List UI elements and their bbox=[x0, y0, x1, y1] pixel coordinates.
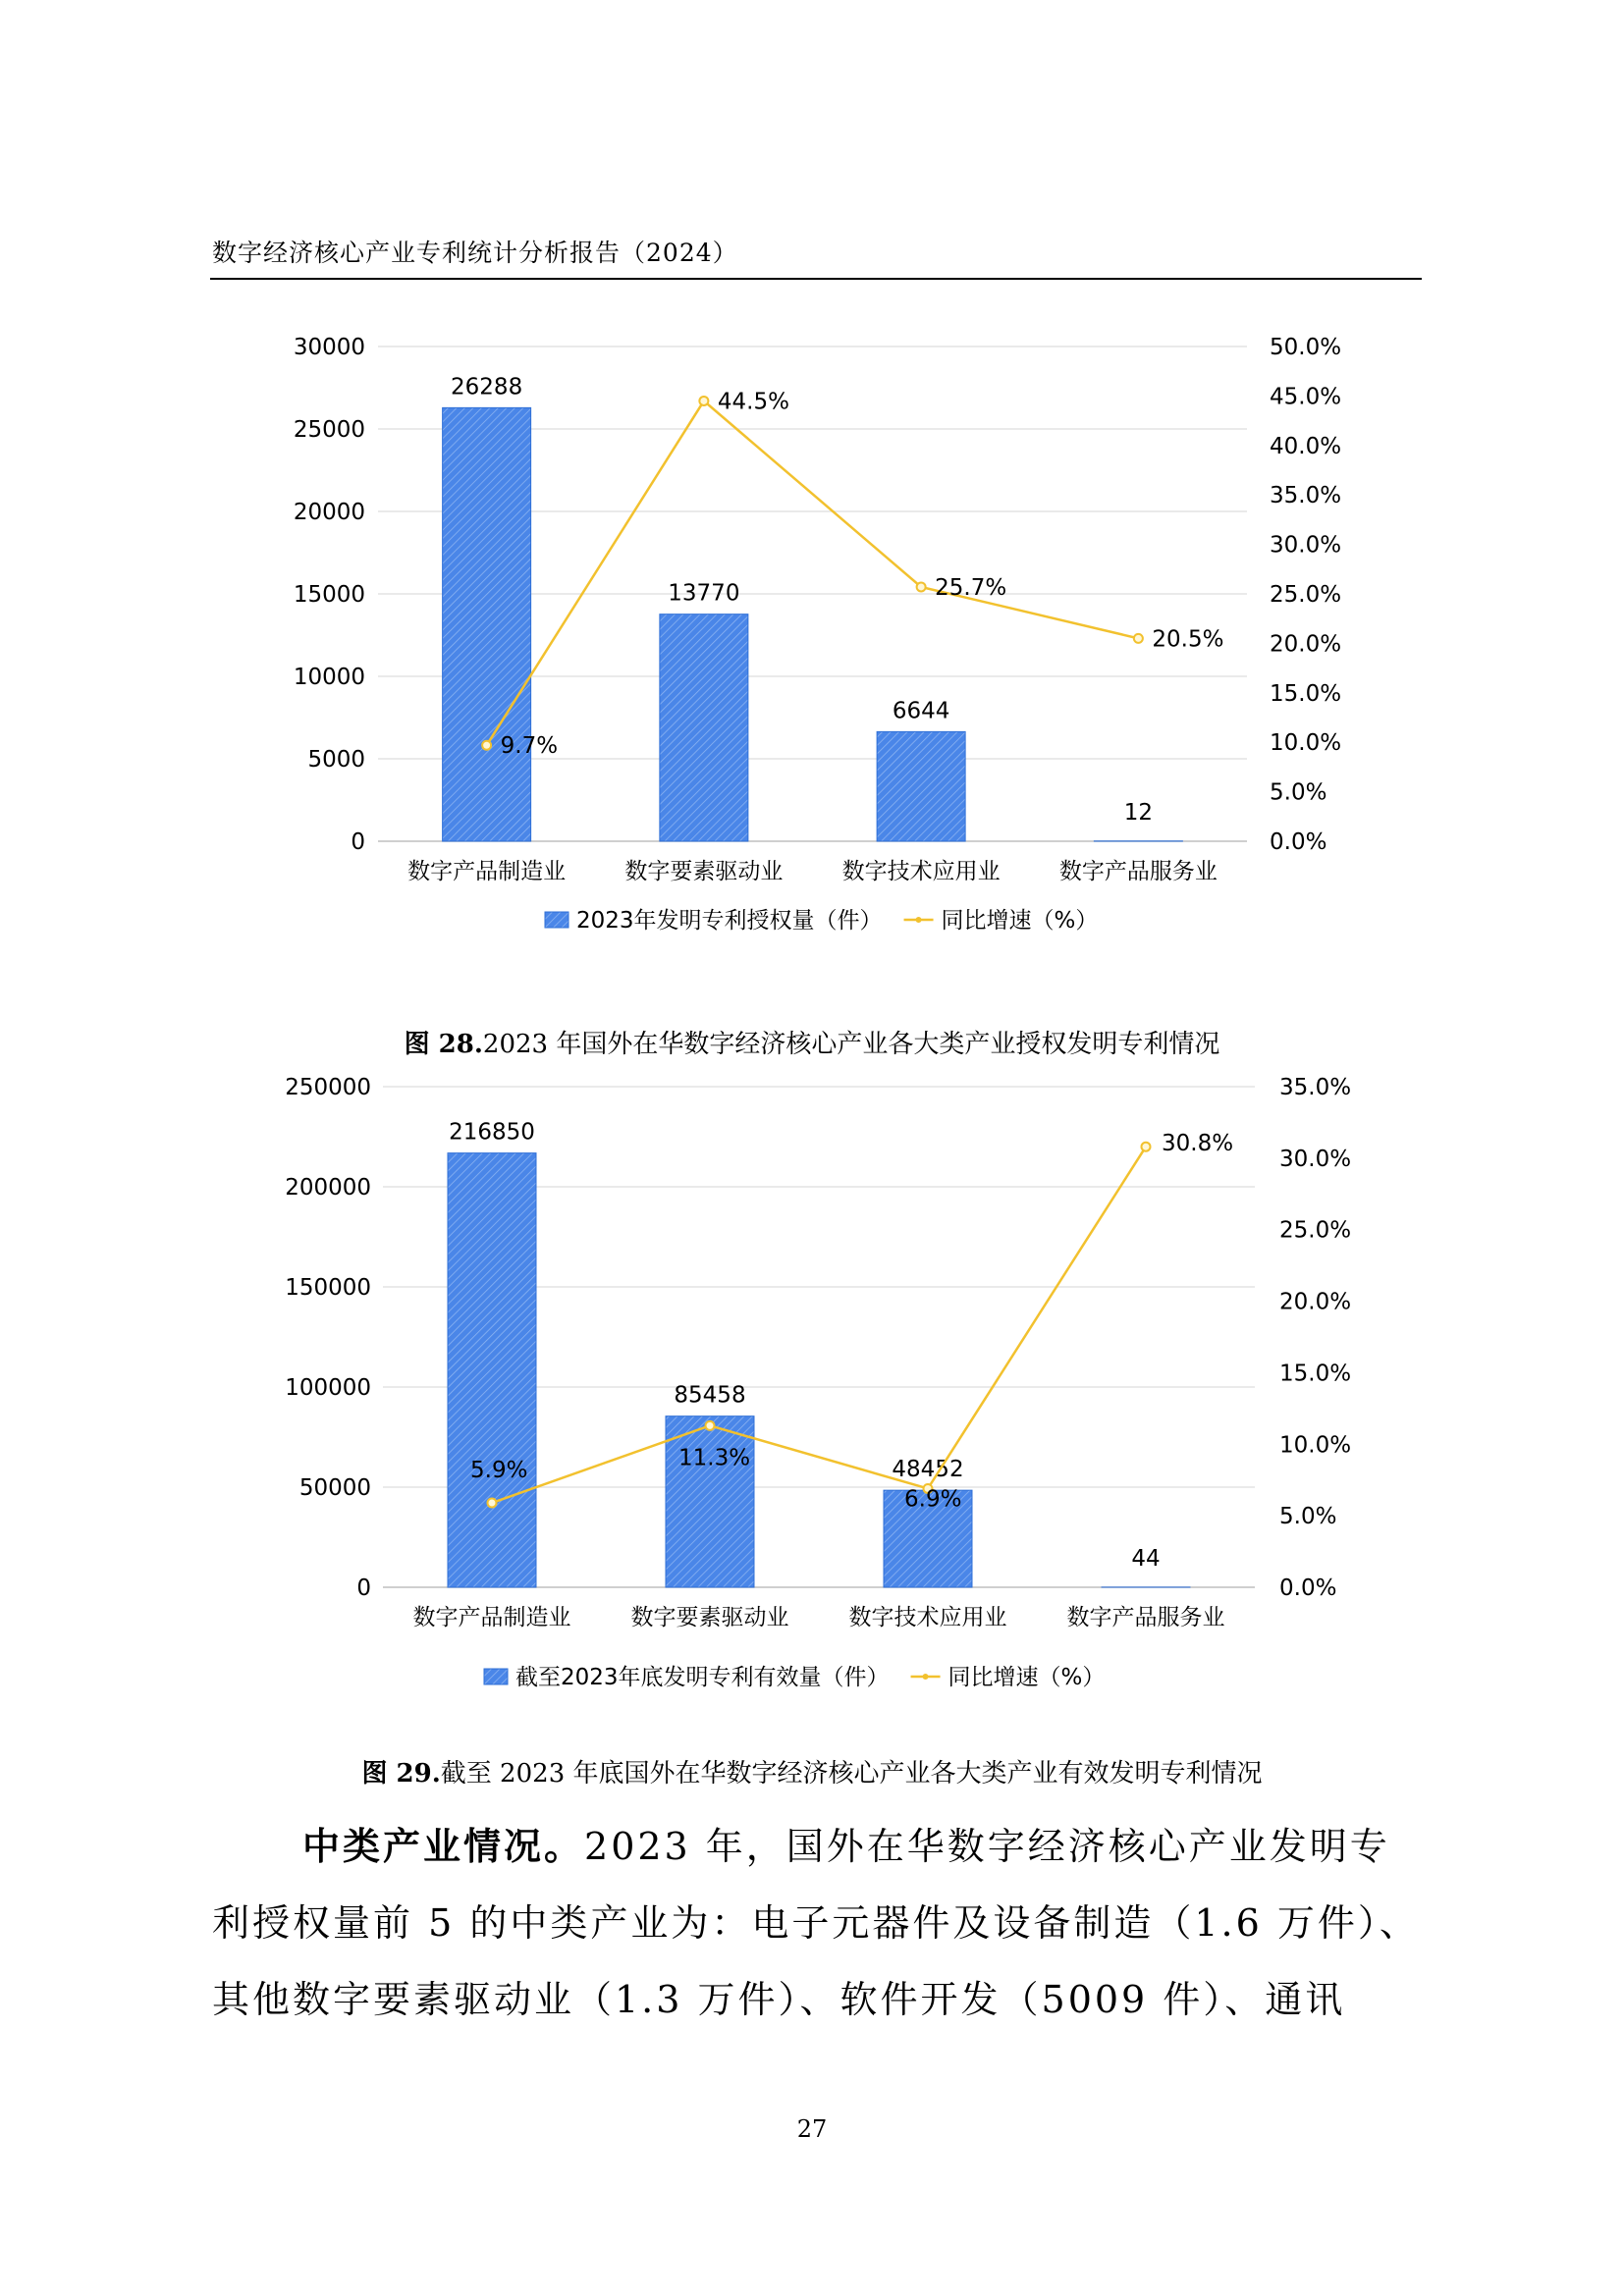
line-data-label: 25.7% bbox=[935, 574, 1007, 601]
line-data-label: 11.3% bbox=[678, 1445, 751, 1471]
legend-line-label: 同比增速（%） bbox=[941, 908, 1099, 934]
bar bbox=[877, 731, 965, 841]
body-paragraph bbox=[212, 1808, 1430, 2038]
legend-bar-swatch bbox=[545, 912, 568, 928]
right-axis-tick-label: 10.0% bbox=[1270, 730, 1342, 757]
right-axis-tick-label: 45.0% bbox=[1270, 384, 1342, 410]
line-point bbox=[917, 582, 926, 591]
line-point bbox=[699, 397, 708, 405]
line-point bbox=[1134, 634, 1143, 643]
line-data-label: 30.8% bbox=[1162, 1131, 1234, 1157]
legend-bar-label: 截至2023年底发明专利有效量（件） bbox=[515, 1665, 890, 1690]
category-label: 数字技术应用业 bbox=[848, 1605, 1007, 1630]
category-label: 数字产品服务业 bbox=[1066, 1605, 1225, 1630]
figure-caption-28 bbox=[0, 1024, 1624, 1060]
figure-caption-29 bbox=[0, 1753, 1624, 1789]
bar-data-label: 13770 bbox=[668, 580, 740, 607]
line-data-label: 6.9% bbox=[904, 1486, 962, 1513]
paragraph-line-3: 其他数字要素驱动业（1.3 万件）、软件开发（5009 件）、通讯 bbox=[212, 1978, 1346, 2021]
right-axis-tick-label: 10.0% bbox=[1279, 1432, 1352, 1459]
figure-caption-29-text: 截至 2023 年底国外在华数字经济核心产业各大类产业有效发明专利情况 bbox=[440, 1759, 1263, 1789]
legend-line-marker bbox=[916, 917, 922, 923]
bar-data-label: 85458 bbox=[674, 1382, 746, 1409]
right-axis-tick-label: 35.0% bbox=[1270, 483, 1342, 509]
line-data-label: 20.5% bbox=[1152, 626, 1224, 653]
chart-granted-patents bbox=[0, 314, 1624, 962]
right-axis-tick-label: 0.0% bbox=[1270, 829, 1327, 855]
figure-caption-29-number: 图 29. bbox=[361, 1759, 441, 1789]
right-axis-tick-label: 15.0% bbox=[1270, 680, 1342, 707]
bar-data-label: 216850 bbox=[449, 1119, 535, 1146]
bar-data-label: 48452 bbox=[892, 1457, 964, 1483]
right-axis-tick-label: 15.0% bbox=[1279, 1361, 1352, 1387]
left-axis-tick-label: 50000 bbox=[298, 1475, 371, 1501]
paragraph-line-2: 利授权量前 5 的中类产业为：电子元器件及设备制造（1.6 万件）、 bbox=[212, 1901, 1420, 1945]
bar bbox=[448, 1153, 536, 1587]
category-label: 数字产品制造业 bbox=[412, 1605, 571, 1630]
category-label: 数字要素驱动业 bbox=[624, 859, 784, 884]
right-axis-tick-label: 20.0% bbox=[1279, 1289, 1352, 1315]
right-axis-tick-label: 5.0% bbox=[1270, 779, 1327, 806]
chart-valid-patents bbox=[0, 1060, 1624, 1708]
bar bbox=[660, 614, 748, 841]
right-axis-tick-label: 5.0% bbox=[1279, 1504, 1337, 1530]
series-line bbox=[487, 400, 1139, 745]
bar-data-label: 12 bbox=[1123, 800, 1154, 826]
bar bbox=[443, 407, 531, 841]
bar-data-label: 26288 bbox=[451, 374, 523, 400]
category-label: 数字技术应用业 bbox=[841, 859, 1001, 884]
left-axis-tick-label: 100000 bbox=[285, 1375, 371, 1401]
right-axis-tick-label: 50.0% bbox=[1270, 335, 1342, 360]
series-line bbox=[492, 1147, 1146, 1503]
left-axis-tick-label: 0 bbox=[356, 1575, 371, 1601]
bar-data-label: 6644 bbox=[892, 698, 950, 724]
legend-bar-label: 2023年发明专利授权量（件） bbox=[576, 908, 883, 934]
right-axis-tick-label: 30.0% bbox=[1279, 1146, 1352, 1172]
category-label: 数字产品制造业 bbox=[407, 859, 567, 884]
line-point bbox=[488, 1499, 497, 1508]
right-axis-tick-label: 35.0% bbox=[1279, 1075, 1352, 1100]
left-axis-tick-label: 5000 bbox=[307, 747, 365, 773]
paragraph-line-1-text: 2023 年，国外在华数字经济核心产业发明专 bbox=[584, 1825, 1390, 1868]
legend bbox=[545, 908, 1098, 934]
page-number: 27 bbox=[796, 2115, 828, 2143]
figure-caption-28-number: 图 28. bbox=[404, 1030, 483, 1059]
category-label: 数字产品服务业 bbox=[1058, 859, 1218, 884]
left-axis-tick-label: 0 bbox=[351, 829, 365, 855]
header-rule bbox=[210, 278, 1422, 280]
paragraph-lead: 中类产业情况。 bbox=[302, 1824, 585, 1868]
left-axis-tick-label: 30000 bbox=[293, 335, 365, 360]
right-axis-tick-label: 20.0% bbox=[1270, 631, 1342, 658]
left-axis-tick-label: 25000 bbox=[293, 417, 365, 443]
line-point bbox=[1142, 1143, 1151, 1151]
legend bbox=[484, 1665, 1105, 1690]
left-axis-tick-label: 250000 bbox=[285, 1075, 371, 1100]
right-axis-tick-label: 25.0% bbox=[1270, 582, 1342, 608]
legend-line-marker bbox=[923, 1674, 929, 1680]
legend-line-label: 同比增速（%） bbox=[947, 1665, 1106, 1690]
line-data-label: 44.5% bbox=[717, 389, 789, 415]
right-axis-tick-label: 30.0% bbox=[1270, 532, 1342, 559]
right-axis-tick-label: 40.0% bbox=[1270, 433, 1342, 459]
bar-data-label: 44 bbox=[1131, 1546, 1161, 1572]
bar bbox=[666, 1416, 754, 1587]
line-data-label: 5.9% bbox=[470, 1458, 528, 1484]
left-axis-tick-label: 200000 bbox=[285, 1175, 371, 1201]
left-axis-tick-label: 15000 bbox=[293, 582, 365, 608]
legend-bar-swatch bbox=[484, 1669, 508, 1684]
line-point bbox=[482, 741, 491, 750]
left-axis-tick-label: 10000 bbox=[293, 665, 365, 690]
figure-caption-28-text: 2023 年国外在华数字经济核心产业各大类产业授权发明专利情况 bbox=[482, 1030, 1220, 1059]
left-axis-tick-label: 150000 bbox=[285, 1275, 371, 1301]
chart-valid-patents-svg bbox=[0, 1060, 1624, 1708]
paragraph-line-1 bbox=[212, 1808, 1430, 1885]
right-axis-tick-label: 0.0% bbox=[1279, 1575, 1337, 1601]
category-label: 数字要素驱动业 bbox=[630, 1605, 789, 1630]
line-data-label: 9.7% bbox=[500, 733, 559, 760]
chart-granted-patents-svg bbox=[0, 314, 1624, 962]
line-point bbox=[706, 1421, 715, 1430]
left-axis-tick-label: 20000 bbox=[293, 500, 365, 525]
right-axis-tick-label: 25.0% bbox=[1279, 1217, 1352, 1244]
running-header: 数字经济核心产业专利统计分析报告（2024） bbox=[212, 239, 738, 267]
